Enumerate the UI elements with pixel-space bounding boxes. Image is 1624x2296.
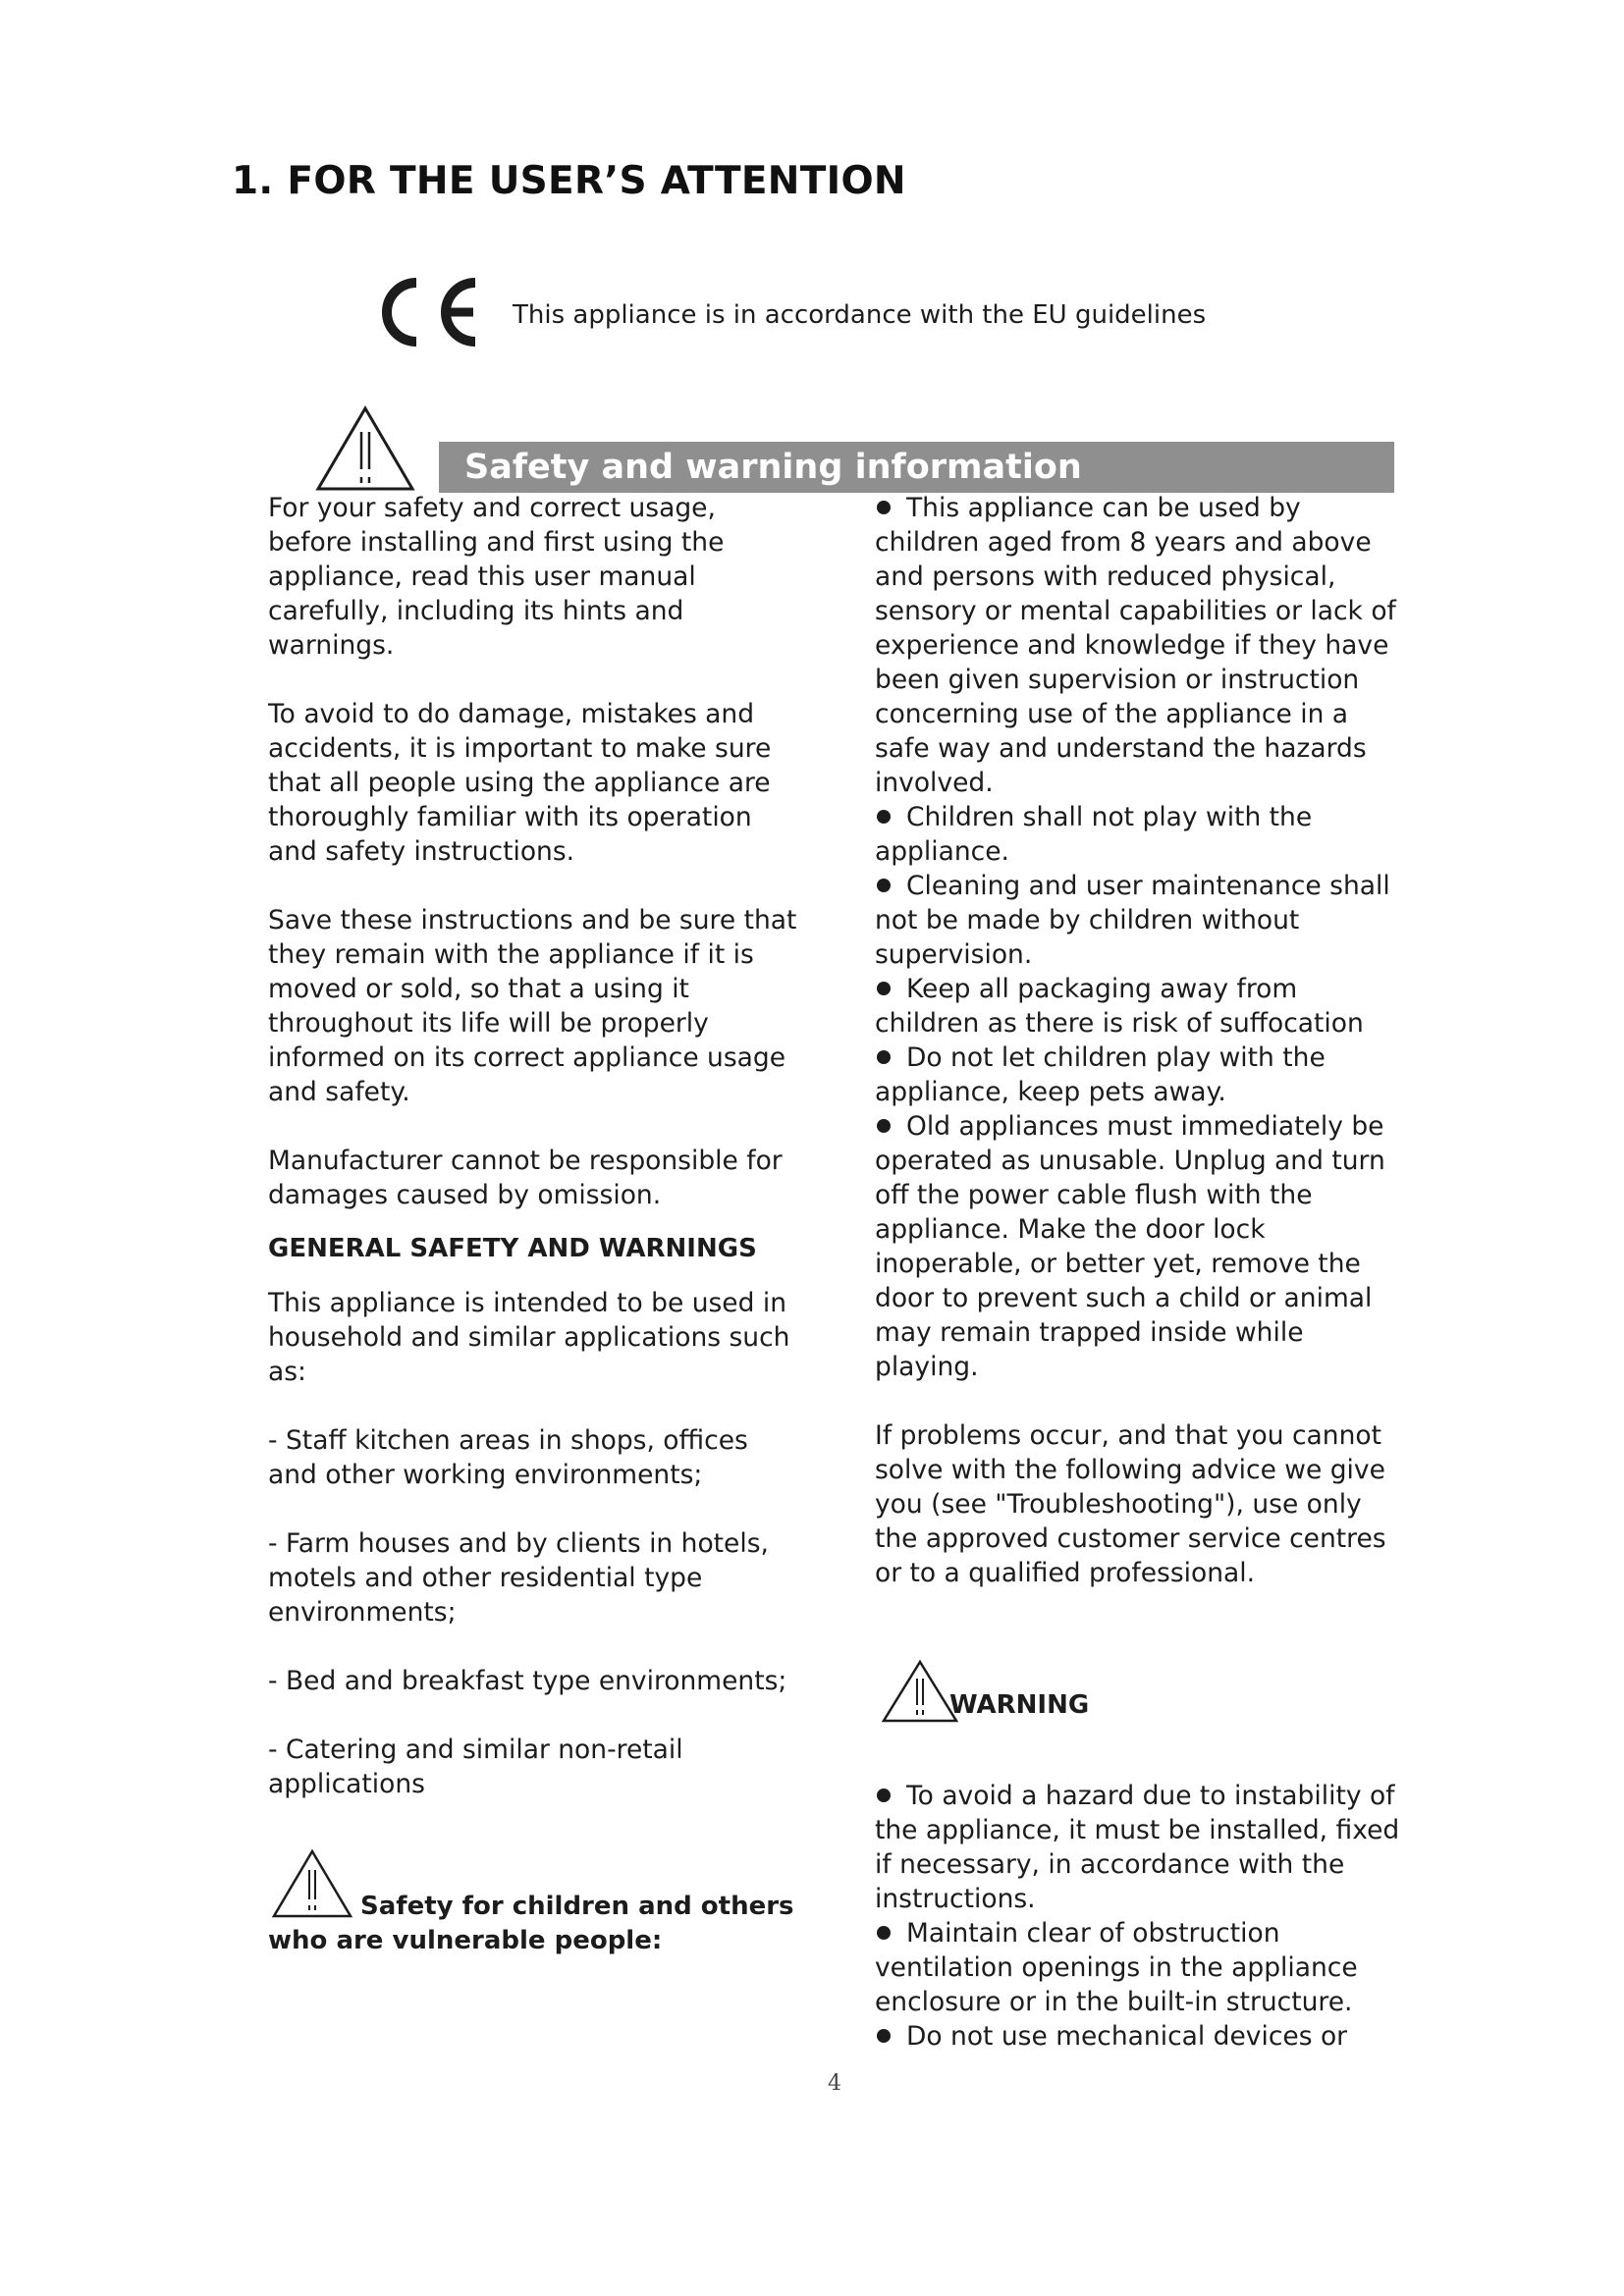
safety-banner bbox=[439, 442, 1394, 493]
bullet-dot-icon bbox=[877, 1119, 891, 1133]
general-list-item: - Farm houses and by clients in hotels, motels and other residential type environments; bbox=[268, 1528, 769, 1628]
problems-paragraph: If problems occur, and that you cannot solve with the following advice we give you (see "Troubleshooting"), use only the approved customer service centres or to a qualified professional. bbox=[875, 1420, 1386, 1588]
general-list-item: - Staff kitchen areas in shops, offices and other working environments; bbox=[268, 1425, 748, 1490]
bullet-dot-icon bbox=[877, 2029, 891, 2043]
warning-bullet: Do not use mechanical devices or bbox=[875, 2019, 1405, 2054]
intro-paragraph: For your safety and correct usage, before installing and first using the appliance, read this user manual carefully, including its hints and warnings. bbox=[268, 493, 725, 661]
bullet-dot-icon bbox=[877, 501, 891, 514]
general-safety-heading: GENERAL SAFETY AND WARNINGS bbox=[268, 1234, 757, 1263]
intro-paragraph: Save these instructions and be sure that they remain with the appliance if it is moved or sold, so that a using it throughout its life will be properly informed on its correct appliance usage and safety. bbox=[268, 905, 797, 1107]
page-number: 4 bbox=[828, 2071, 841, 2096]
page-title: 1. FOR THE USER’S ATTENTION bbox=[232, 159, 906, 203]
safety-bullet: Keep all packaging away from children as there is risk of suffocation bbox=[875, 974, 1364, 1039]
general-list-item: - Bed and breakfast type environments; bbox=[268, 1666, 787, 1696]
safety-bullet: Cleaning and user maintenance shall not be made by children without supervision. bbox=[875, 871, 1390, 970]
intro-paragraph: Manufacturer cannot be responsible for damages caused by omission. bbox=[268, 1146, 783, 1210]
bullet-dot-icon bbox=[877, 1926, 891, 1940]
warning-triangle-icon bbox=[314, 404, 416, 493]
bullet-dot-icon bbox=[877, 1050, 891, 1064]
safety-bullet: This appliance can be used by children aged from 8 years and above and persons with reduced physical, sensory or mental capabilities or lack of experience and knowledge if they have been given supervision or instruction concerning use of the appliance in a safe way and understand the hazards involved. bbox=[875, 493, 1396, 798]
safety-bullet: Children shall not play with the appliance. bbox=[875, 802, 1313, 867]
bullet-dot-icon bbox=[877, 810, 891, 824]
safety-banner-title: Safety and warning information bbox=[464, 448, 1082, 487]
children-safety-section-header bbox=[268, 1848, 798, 1962]
bullet-dot-icon bbox=[877, 1789, 891, 1802]
ce-mark-icon bbox=[371, 273, 481, 351]
general-paragraph: This appliance is intended to be used in household and similar applications such as: bbox=[268, 1288, 790, 1387]
general-list-item: - Catering and similar non-retail applications bbox=[268, 1735, 683, 1799]
left-column bbox=[268, 491, 798, 1962]
bullet-dot-icon bbox=[877, 879, 891, 892]
warning-bullet: Maintain clear of obstruction ventilation openings in the appliance enclosure or in the built-in structure. bbox=[875, 1918, 1358, 2017]
bullet-dot-icon bbox=[877, 982, 891, 995]
children-safety-heading: Safety for children and others who are vulnerable people: bbox=[268, 1892, 794, 1955]
safety-bullet: Do not let children play with the appliance, keep pets away. bbox=[875, 1042, 1326, 1107]
warning-section-header bbox=[875, 1659, 1405, 1753]
safety-bullet: Old appliances must immediately be operated as unusable. Unplug and turn off the power cable flush with the appliance. Make the door lock inoperable, or better yet, remove the door to prevent such a child or animal may remain trapped inside while playing. bbox=[875, 1111, 1385, 1382]
warning-triangle-icon bbox=[881, 1659, 959, 1724]
warning-heading: WARNING bbox=[949, 1690, 1090, 1720]
intro-paragraph: To avoid to do damage, mistakes and accidents, it is important to make sure that all people using the appliance are thoroughly familiar with its operation and safety instructions. bbox=[268, 699, 772, 867]
ce-compliance-text: This appliance is in accordance with the EU guidelines bbox=[513, 300, 1207, 330]
warning-bullet: To avoid a hazard due to instability of the appliance, it must be installed, fixed if necessary, in accordance with the instructions. bbox=[875, 1781, 1400, 1914]
right-column bbox=[875, 491, 1405, 2054]
